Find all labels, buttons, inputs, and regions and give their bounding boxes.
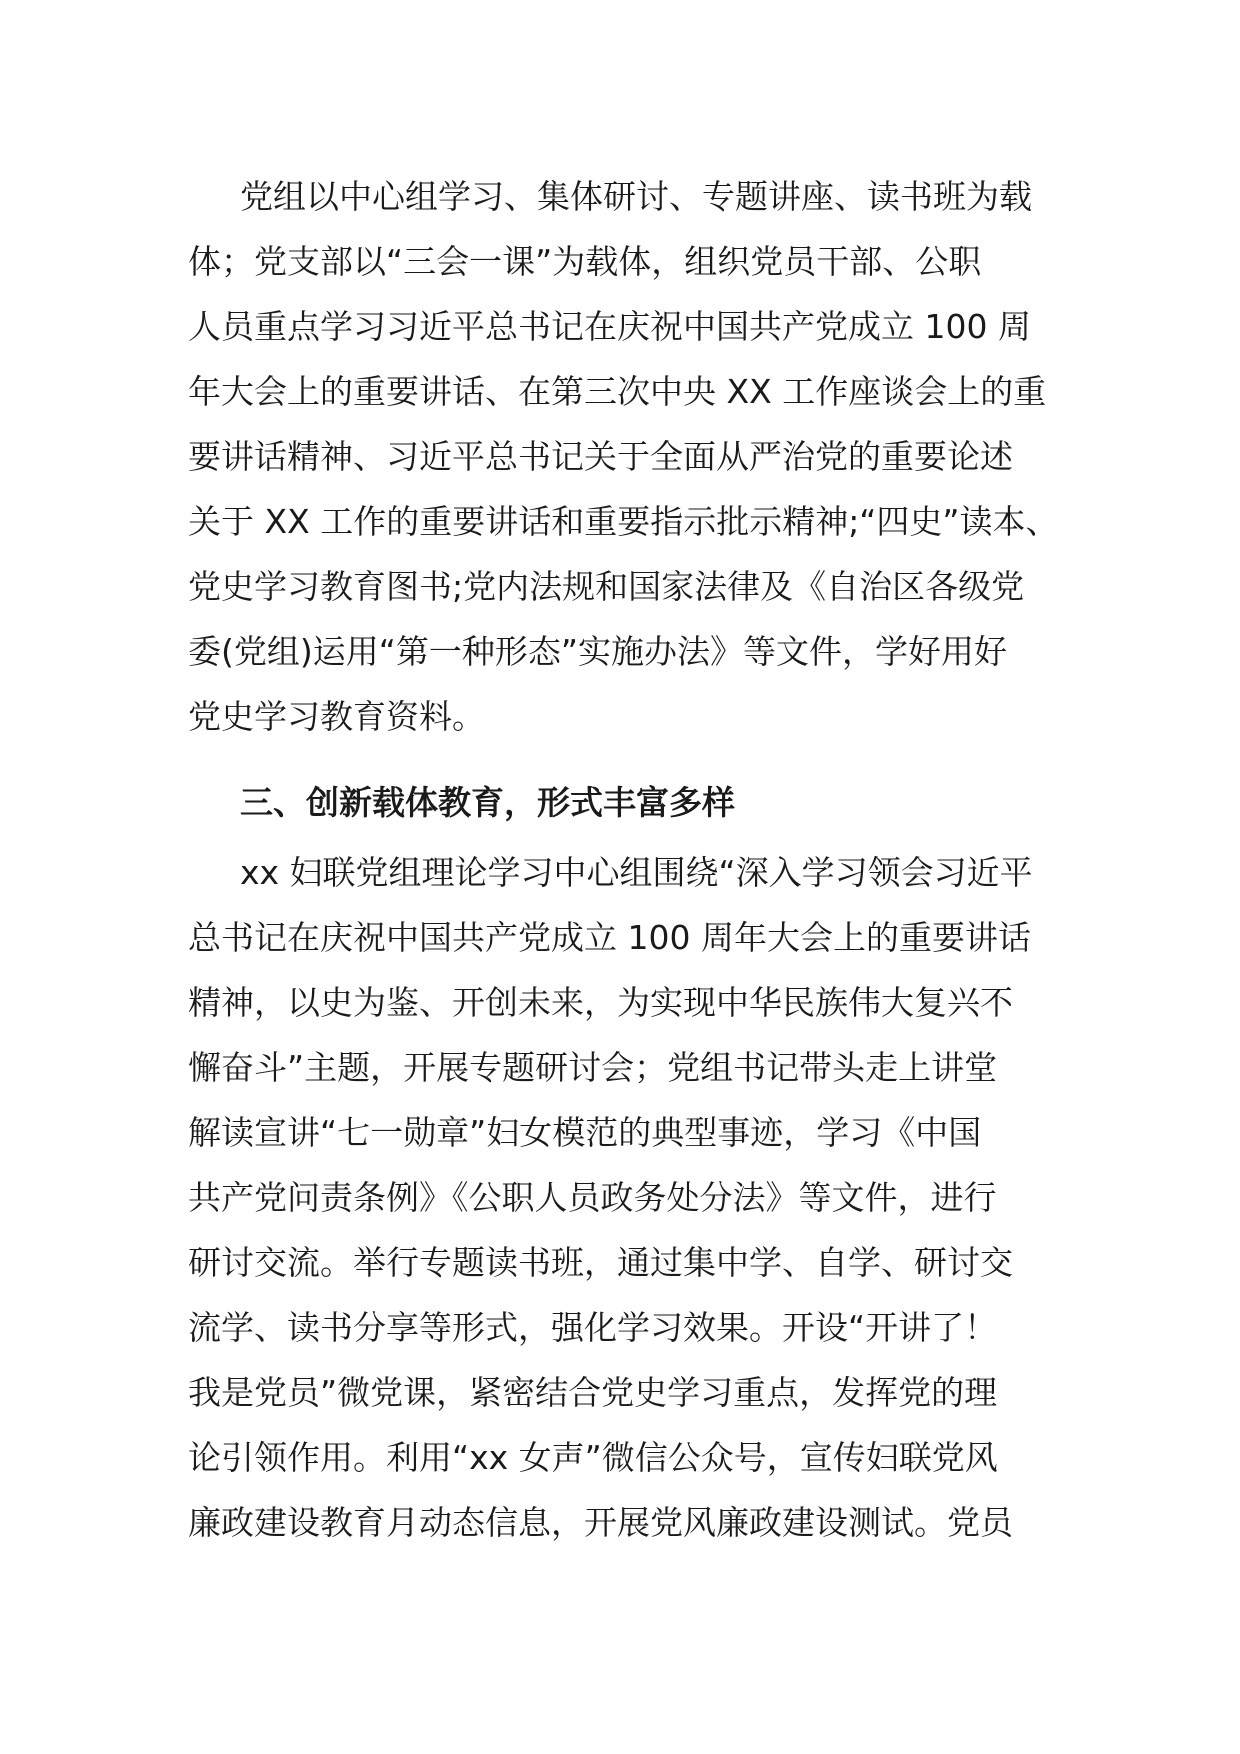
paragraph-line: 我是党员”微党课，紧密结合党史学习重点，发挥党的理 <box>188 1373 998 1412</box>
section-heading <box>188 770 1068 835</box>
paragraph-line: 流学、读书分享等形式，强化学习效果。开设“开讲了！ <box>188 1308 998 1347</box>
paragraph-line: 委(党组)运用“第一种形态”实施办法》等文件，学好用好 <box>188 632 1007 671</box>
paragraph-line: 要讲话精神、习近平总书记关于全面从严治党的重要论述 <box>188 437 1013 476</box>
paragraph-line: 关于 XX 工作的重要讲话和重要指示批示精神;“四史”读本、 <box>188 502 1059 541</box>
paragraph-line: xx 妇联党组理论学习中心组围绕“深入学习领会习近平 <box>240 853 1033 892</box>
paragraph-line: 党组以中心组学习、集体研讨、专题讲座、读书班为载 <box>240 177 1032 216</box>
paragraph-line: 研讨交流。举行专题读书班，通过集中学、自学、研讨交 <box>188 1243 1013 1282</box>
paragraph-line: 懈奋斗”主题，开展专题研讨会；党组书记带头走上讲堂 <box>188 1048 998 1087</box>
paragraph-line: 总书记在庆祝中国共产党成立 100 周年大会上的重要讲话 <box>188 918 1031 957</box>
paragraph-study-content <box>188 164 1068 749</box>
paragraph-line: 党史学习教育资料。 <box>188 697 485 736</box>
paragraph-line: 精神，以史为鉴、开创未来，为实现中华民族伟大复兴不 <box>188 983 1013 1022</box>
section-heading-text: 三、创新载体教育，形式丰富多样 <box>240 783 735 822</box>
paragraph-line: 解读宣讲“七一勋章”妇女模范的典型事迹，学习《中国 <box>188 1113 982 1152</box>
paragraph-line: 体；党支部以“三会一课”为载体，组织党员干部、公职 <box>188 242 982 281</box>
paragraph-line: 共产党问责条例》《公职人员政务处分法》等文件，进行 <box>188 1178 997 1217</box>
paragraph-line: 党史学习教育图书;党内法规和国家法律及《自治区各级党 <box>188 567 1025 606</box>
paragraph-innovative-education <box>188 840 1068 1555</box>
paragraph-line: 人员重点学习习近平总书记在庆祝中国共产党成立 100 周 <box>188 307 1031 346</box>
paragraph-line: 廉政建设教育月动态信息，开展党风廉政建设测试。党员 <box>188 1503 1013 1542</box>
paragraph-line: 年大会上的重要讲话、在第三次中央 XX 工作座谈会上的重 <box>188 372 1047 411</box>
paragraph-line: 论引领作用。利用“xx 女声”微信公众号，宣传妇联党风 <box>188 1438 998 1477</box>
